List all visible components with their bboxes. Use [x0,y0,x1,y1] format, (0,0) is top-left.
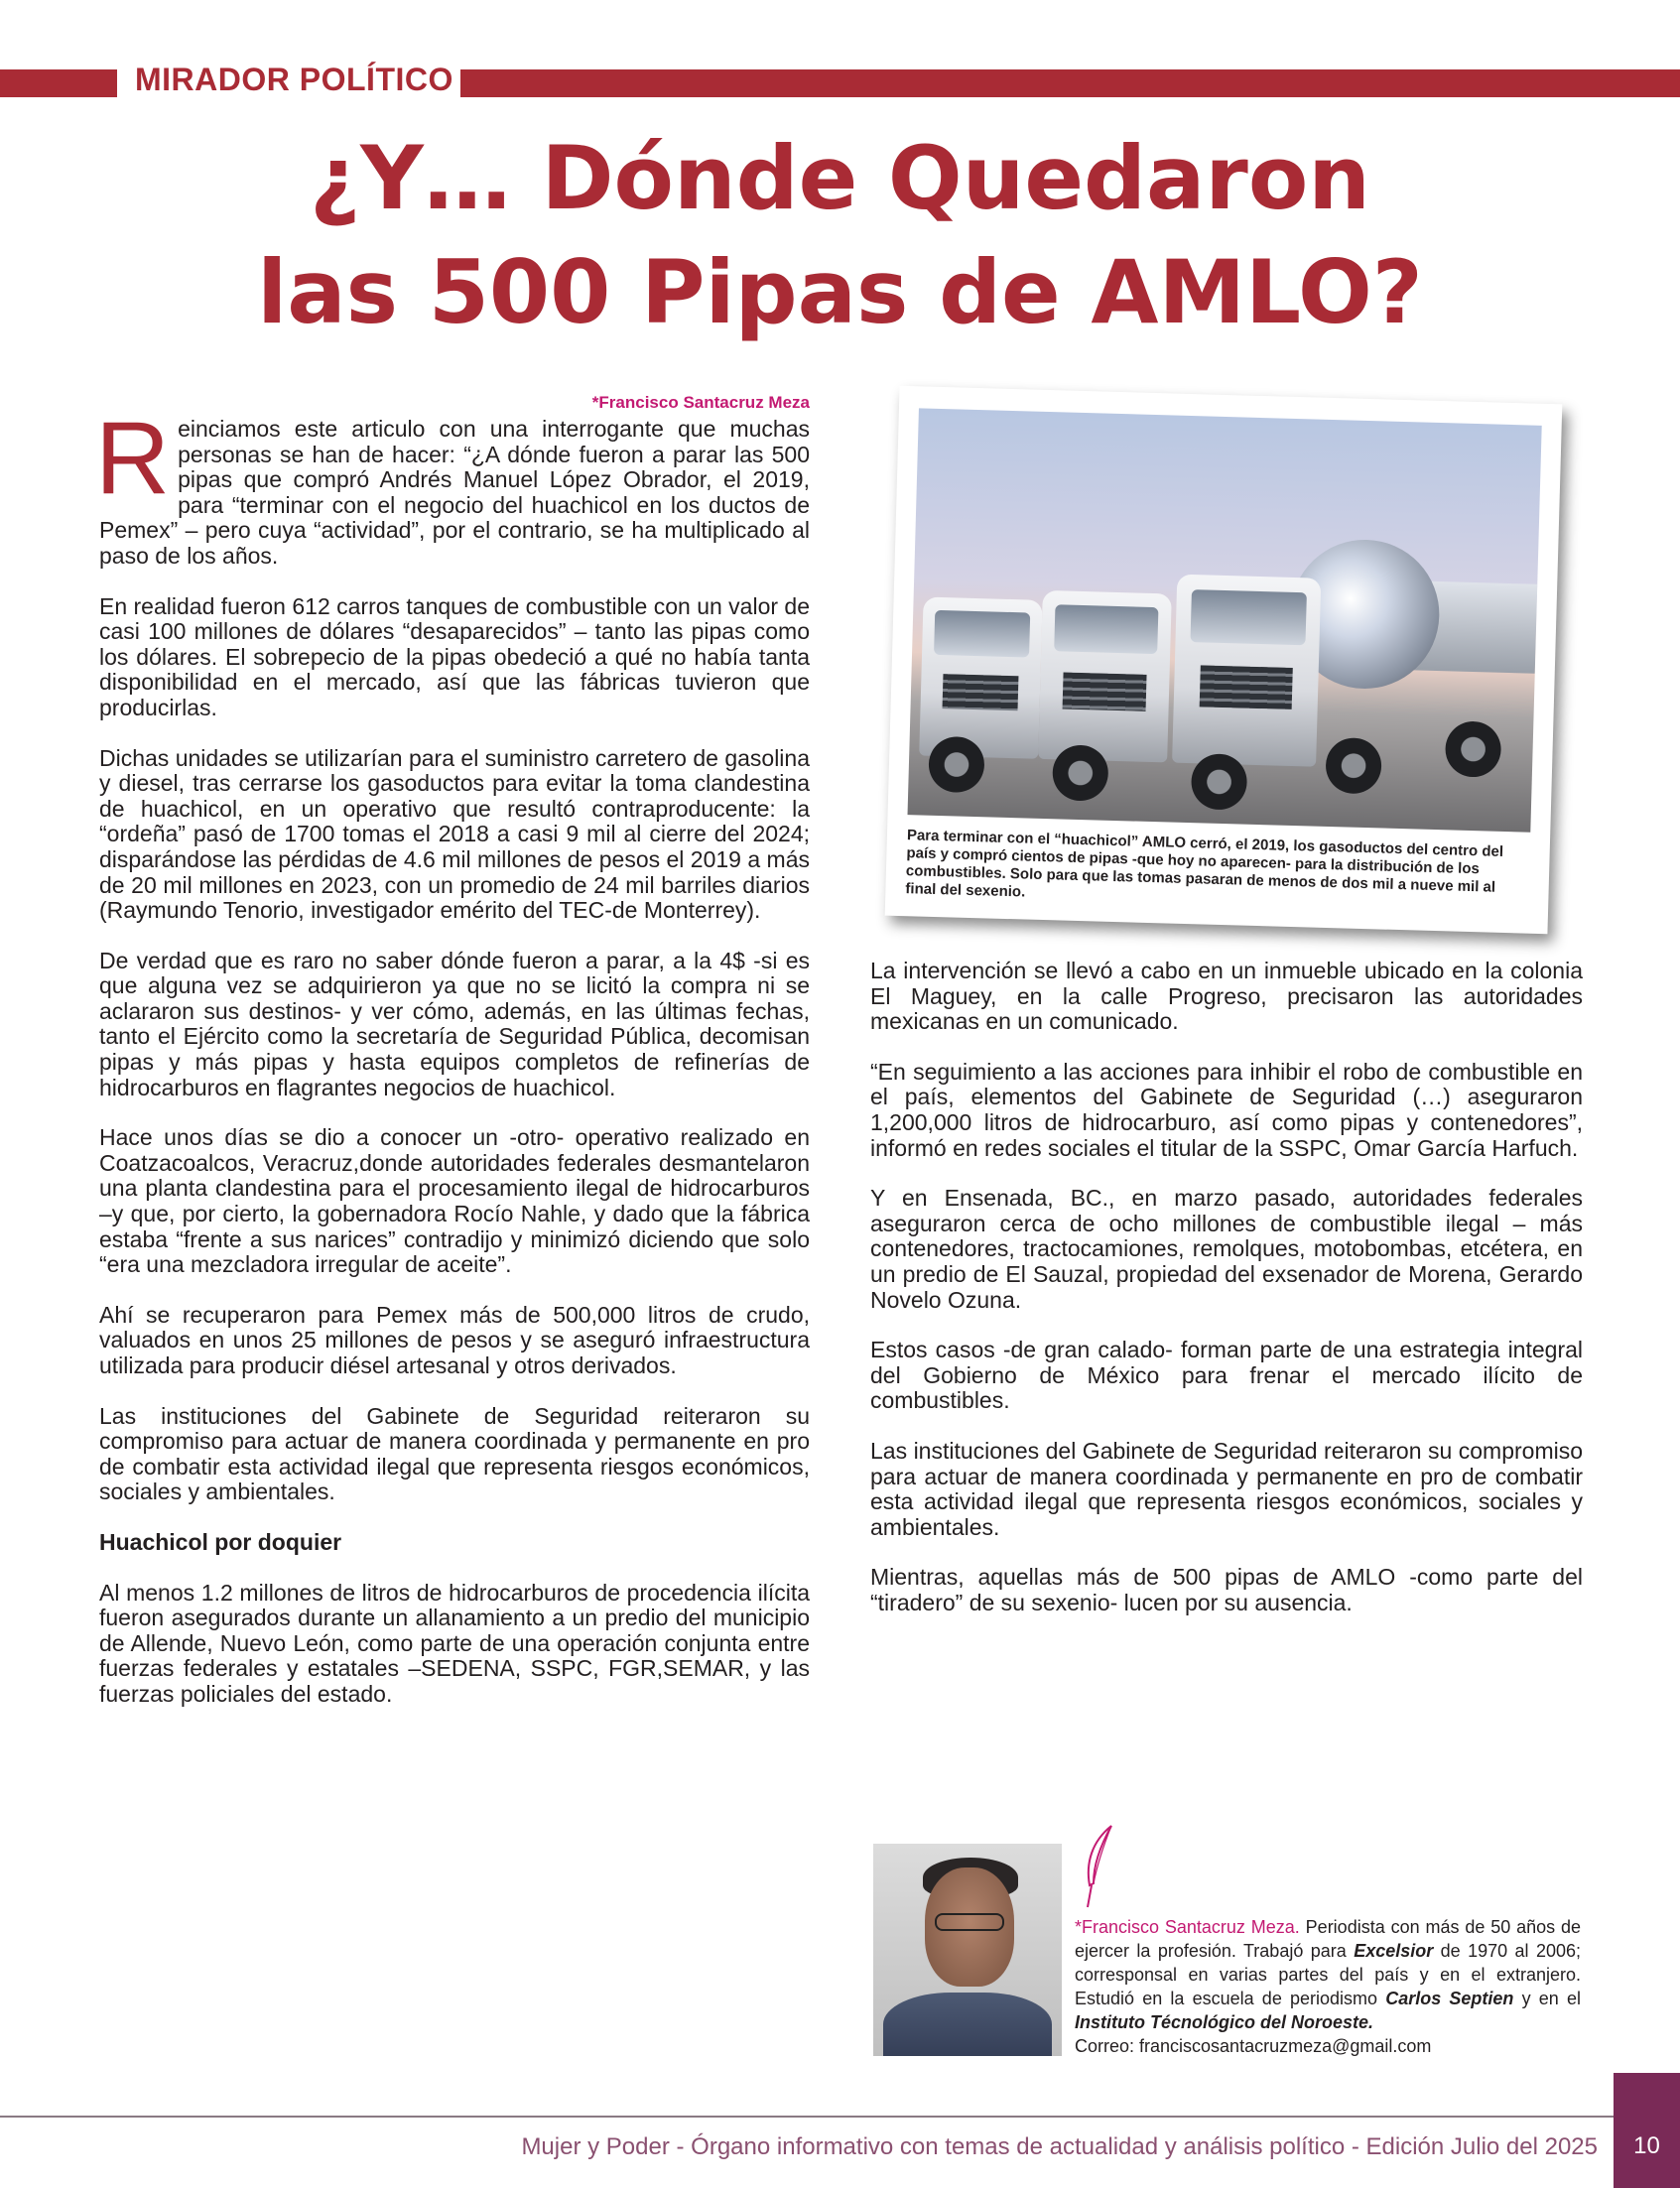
bio-email: Correo: franciscosantacruzmeza@gmail.com [1075,2036,1432,2056]
drop-cap: R [95,401,171,516]
section-title: MIRADOR POLÍTICO [135,62,453,97]
paragraph: La intervención se llevó a cabo en un inmueble ubicado en la colonia El Maguey, en la calle Progreso, precisaron las autoridades mexicanas en un comunicado. [870,958,1583,1035]
quill-icon [1082,1824,1115,1909]
paragraph: En realidad fueron 612 carros tanques de combustible con un valor de casi 100 millones de dólares “desaparecidos” – tanto las pipas como los dólares. El sobrepecio de la pipas obedeció a qué no había tanta disponibilidad en el mercado, así que las fábricas tuvieron que producirlas. [99,592,811,720]
tanker-trucks-photo [908,408,1542,832]
section-bar-right [460,69,1680,97]
paragraph: Y en Ensenada, BC., en marzo pasado, autoridades federales aseguraron cerca de ocho millones de combustible ilegal – más contenedores, tractocamiones, remolques, motobombas, etcétera, en un predio de El Sauzal, propiedad del exsenador de Morena, Gerardo Novelo Ozuna. [870,1185,1583,1313]
paragraph: Estos casos -de gran calado- forman parte de una estrategia integral del Gobierno de México para frenar el mercado ilícito de combustibles. [870,1337,1583,1414]
paragraph: “En seguimiento a las acciones para inhibir el robo de combustible en el país, elementos del Gabinete de Seguridad (…) aseguraron 1,200,000 litros de hidrocarburo, así como pipas y contenedores”, informó en redes sociales el titular de la SSPC, Omar García Harfuch. [870,1058,1583,1161]
bio-text: Periodista con más de 50 años de ejercer la profesión. Trabajó para [1075,1917,1581,1961]
headline-line-1: ¿Y… Dónde Quedaron [310,127,1370,229]
bio-institute: Instituto Técnológico del Noroeste. [1075,2012,1374,2032]
bio-text: y en el [1513,1989,1581,2008]
paragraph: De verdad que es raro no saber dónde fueron a parar, a la 4$ -si es que alguna vez se adquirieron ya que no se licitó la compra ni se aclararon sus destinos- y ver cómo, además, en las últimas fechas, tanto el Ejército como la secretaría de Seguridad Pública, decomisan pipas y más pipas y hasta equipos completos de refinerías de hidrocarburos en flagrantes negocios de huachicol. [99,947,810,1100]
paragraph: Las instituciones del Gabinete de Seguridad reiteraron su compromiso para actuar de manera coordinada y permanente en pro de combatir esta actividad ilegal que representa riesgos económicos, sociales y ambientales. [99,1402,810,1505]
paragraph: Las instituciones del Gabinete de Seguridad reiteraron su compromiso para actuar de manera coordinada y permanente en pro de combatir esta actividad ilegal que representa riesgos económicos, sociales y ambientales. [870,1437,1583,1540]
paragraph: Mientras, aquellas más de 500 pipas de AMLO -como parte del “tiradero” de su sexenio- lucen por su ausencia. [870,1564,1583,1615]
section-bar-left [0,69,117,97]
paragraph: Ahí se recuperaron para Pemex más de 500,000 litros de crudo, valuados en unos 25 millones de pesos y se aseguró infraestructura utilizada para producir diésel artesanal y otros derivados. [99,1301,810,1378]
page-number-box [1614,2073,1680,2188]
page-number: 10 [1633,2132,1660,2159]
subheading: Huachicol por doquier [99,1528,342,1555]
paragraph: Hace unos días se dio a conocer un -otro- operativo realizado en Coatzacoalcos, Veracruz,donde autoridades federales desmantelaron una planta clandestina para el procesamiento ilegal de hidrocarburos –y que, por cierto, la gobernadora Rocío Nahle, y dado que la fábrica estaba “frente a sus narices” contradijo y minimizó diciendo que solo “era una mezcladora irregular de aceite”. [99,1124,810,1278]
footer-text: Mujer y Poder - Órgano informativo con temas de actualidad y análisis político - Edición Julio del 2025 [521,2133,1598,2160]
bio-text: de 1970 al 2006; corresponsal en varias partes del país y en el extranjero. Estudió en la escuela de periodismo [1075,1941,1581,2008]
author-bio [1075,1915,1581,2058]
bio-school: Carlos Septien [1385,1989,1514,2008]
headline-line-2: las 500 Pipas de AMLO? [257,241,1423,343]
photo-caption: Para terminar con el “huachicol” AMLO cerró, el 2019, los gasoductos del centro del país y compró cientos de pipas -que hoy no aparecen- para la distribución de los combustibles. Solo para que las tomas pasaran de menos de dos mil a nueve mil al final del sexenio. [905,827,1504,901]
bio-author-name: *Francisco Santacruz Meza. [1075,1917,1300,1937]
paragraph-text: einciamos este articulo con una interrogante que muchas personas se han de hacer: “¿A dónde fueron a parar las 500 pipas que compró Andrés Manuel López Obrador, el 2019, para “terminar con el negocio del huachicol en los ductos de Pemex” – pero cuya “actividad”, por el contrario, se ha multiplicado al paso de los años. [99,416,810,569]
right-column [870,959,1583,1640]
bio-excelsior: Excelsior [1354,1941,1434,1961]
paragraph: Dichas unidades se utilizarían para el suministro carretero de gasolina y diesel, tras cerrarse los gasoductos para evitar la toma clandestina de huachicol, en un operativo que resultó contraproducente: la “ordeña” pasó de 1700 tomas el 2018 a casi 9 mil al cierre del 2024; disparándose las pérdidas de 4.6 mil millones de pesos el 2019 a más de 20 mil millones en 2023, con un promedio de 24 mil barriles diarios (Raymundo Tenorio, investigador emérito del TEC-de Monterrey). [99,744,810,924]
paragraph: Al menos 1.2 millones de litros de hidrocarburos de procedencia ilícita fueron asegurados durante un allanamiento a un predio del municipio de Allende, Nuevo León, como parte de una operación conjunta entre fuerzas federales y estatales –SEDENA, SSPC, FGR,SEMAR, y las fuerzas policiales del estado. [99,1579,810,1707]
byline: *Francisco Santacruz Meza [591,393,810,412]
author-photo [873,1844,1062,2056]
footer-rule [0,2116,1614,2118]
photo-card [885,386,1563,934]
